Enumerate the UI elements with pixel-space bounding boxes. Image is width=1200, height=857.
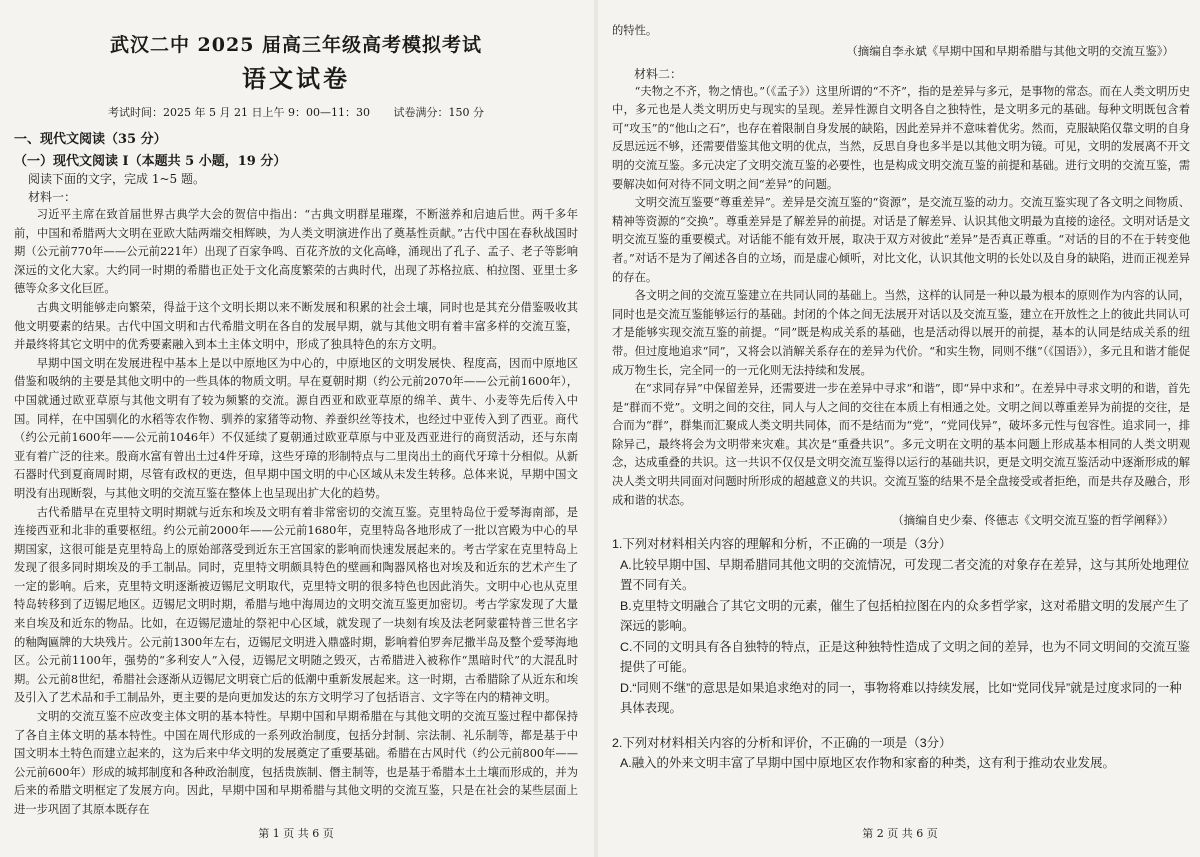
question-1-stem: 1.下列对材料相关内容的理解和分析，不正确的一项是（3分） — [612, 537, 952, 552]
question-gap — [612, 719, 1190, 727]
subsection-heading: （一）现代文阅读 I（本题共 5 小题，19 分） — [14, 154, 287, 169]
material-one-paragraph: 早期中国文明在发展进程中基本上是以中原地区为中心的，中原地区的文明发展快、程度高，因而中原地区借鉴和吸纳的主要是其他文明中的一些具体的物质文明。早在夏朝时期（约公元前2070年——公元前1600年），中国就通过欧亚草原与其他文明有了较为频繁的交流。源自西亚和欧亚草原的绵羊、黄牛、小麦等先后传入中国。同样，在中国驯化的水稻等农作物、驯养的家猪等动物、养蚕织丝等技术，也经过中亚传入到了西亚。商代（约公元前1600年——公元前1046年）不仅延续了夏朝通过欧亚草原与中亚及西亚进行的商贸活动，还与东南亚有着广泛的往来。殷商水富有曾出土过4件牙璋，这些牙璋的形制特点与二里岗出土的商代牙璋十分相似。从新石器时代到夏商周时期，尽管有政权的更迭，但早期中国文明的中心区域从未发生转移。总体来说，早期中国文明没有出现断裂，与其他文明的交流互鉴在整体上也呈现出扩大化的趋势。 — [14, 356, 578, 500]
material-one-paragraph: 古典文明能够走向繁荣，得益于这个文明长期以来不断发展和积累的社会土壤，同时也是其充分借鉴吸收其他文明要素的结果。古代中国文明和古代希腊文明在各自的发展早期，就与其他文明有着丰富多样的交流互鉴，并最终将其它文明中的优秀要素融入到本土主体文明中，形成了独具特色的东方文明。 — [14, 300, 578, 352]
section-heading: 一、现代文阅读（35 分） — [14, 132, 167, 147]
material-two-paragraph: 在“求同存异”中保留差异，还需要进一步在差异中寻求“和谐”，即“异中求和”。在差异中寻求文明的和谐，首先是“群而不党”。文明之间的交往，同人与人之间的交往在本质上有相通之处。文明之间以尊重差异为前提的交往，是合而为“群”，群集而汇聚成人类文明共同体，而不是结而为“党”，“党同伐异”，破坏多元性与包容性。追求同一，排除异己，最终将会为文明带来灾难。其次是“重叠共识”。多元文明在文明的基本问题上形成基本相同的人类文明观念，达成重叠的共识。这一共识不仅仅是文明交流互鉴得以运行的基础共识，更是文明交流互鉴活动中逐渐形成的解决人类文明共同面对问题时所形成的超越意义的共识。交流互鉴的结果不是全盘接受或者拒绝，而是共存及融合，形成和谐的状态。 — [612, 382, 1190, 507]
question-2-option-a: A.融入的外来文明丰富了早期中国中原地区农作物和家畜的种类，这有利于推动农业发展。 — [620, 756, 1115, 771]
material-two-paragraph: “夫物之不齐，物之情也。”（《孟子》）这里所谓的“不齐”，指的是差异与多元，是事物的常态。而在人类文明历史中，多元也是人类文明历史与现实的呈现。差异性源自文明各自之独特性，是文明多元的基础。每种文明既包含着可“攻玉”的“他山之石”，也存在着限制自身发展的缺陷，因此差异并不意味着优劣。然而，克服缺陷仅靠文明的自身反思远远不够，还需要借鉴其他文明的优点，当然，反思自身也多半是以其他文明为镜。可见，文明的发展离不开文明的交流互鉴。多元决定了文明交流互鉴的必要性，也是构成文明交流互鉴的前提和基础。进行文明的交流互鉴，需要解决如何对待不同文明之间“差异”的问题。 — [612, 84, 1190, 191]
material-two-paragraph: 文明交流互鉴要“尊重差异”。差异是交流互鉴的“资源”，是交流互鉴的动力。交流互鉴实现了各文明之间物质、精神等资源的“交换”。尊重差异是了解差异的前提。对话是了解差异、认识其他文明最为直接的途径。文明对话是文明交流互鉴的重要模式。对话能不能有效开展，取决于双方对彼此“差异”是否真正尊重。“对话的目的不在于转变他者。”对话不是为了阐述各自的立场，而是虚心倾听，对比文化，认识其他文明的长处以及自身的缺陷，进而正视差异的存在。 — [612, 196, 1190, 284]
page-divider — [594, 0, 598, 857]
continued-text: 的特性。 — [612, 24, 658, 37]
material-one-paragraph: 习近平主席在致首届世界古典学大会的贺信中指出：“古典文明群星璀璨，不断滋养和启迪后世。两千多年前，中国和希腊两大文明在亚欧大陆两端交相辉映，为人类文明演进作出了奠基性贡献。”古代中国在春秋战国时期（公元前770年——公元前221年）出现了百家争鸣、百花齐放的文化高峰，涌现出了孔子、孟子、老子等影响深远的文化大家。大约同一时期的希腊也正处于文化高度繁荣的古典时代，出现了苏格拉底、柏拉图、亚里士多德等众多文化巨匠。 — [14, 208, 578, 296]
source-citation: （摘编自史少秦、佟德志《文明交流互鉴的哲学阐释》） — [892, 513, 1174, 528]
page-1 — [0, 0, 592, 857]
exam-score: 试卷满分：150 分 — [393, 106, 484, 119]
question-2-stem: 2.下列对材料相关内容的分析和评价，不正确的一项是（3分） — [612, 735, 952, 750]
page-2 — [600, 0, 1200, 857]
question-1-option-b: B.克里特文明融合了其它文明的元素，催生了包括柏拉图在内的众多哲学家，这对希腊文明的发展产生了深远的影响。 — [620, 598, 1190, 634]
material-two-label: 材料二： — [634, 66, 683, 81]
material-one-label: 材料一： — [28, 190, 77, 204]
source-citation: （摘编自李永斌《早期中国和早期希腊与其他文明的交流互鉴》） — [846, 43, 1174, 58]
exam-meta — [14, 104, 578, 120]
page-number: 第 1 页 共 6 页 — [258, 827, 334, 840]
material-two-paragraph: 各文明之间的交流互鉴建立在共同认同的基础上。当然，这样的认同是一种以最为根本的原则作为内容的认同，同时也是交流互鉴能够运行的基础。封闭的个体之间无法展开对话以及交流互鉴，建立在开放性之上的彼此共同认可才是能够实现交流互鉴的前提。“同”既是构成关系的基础，也是活动得以展开的前提，基本的认同是结成关系的纽带。但过度地追求“同”，又将会以消解关系存在的差异为代价。“和实生物，同则不继”（《国语》），多元且和谐才能促成万物生长，完全同一的一元化则无法持续和发展。 — [612, 289, 1190, 377]
question-1-option-d: D.“同则不继”的意思是如果追求绝对的同一，事物将难以持续发展，比如“党同伐异”就是过度求同的一种具体表现。 — [620, 680, 1182, 716]
page-number: 第 2 页 共 6 页 — [862, 827, 938, 840]
exam-title: 武汉二中 2025 届高三年级高考模拟考试 — [109, 34, 483, 56]
exam-time: 考试时间：2025 年 5 月 21 日上午 9：00—11：30 — [108, 106, 370, 119]
question-1-option-a: A.比较早期中国、早期希腊同其他文明的交流情况，可发现二者交流的对象存在差异，这与其所处地理位置不同有关。 — [620, 557, 1190, 593]
material-one-paragraph: 古代希腊早在克里特文明时期就与近东和埃及文明有着非常密切的交流互鉴。克里特岛位于爱琴海南部，是连接西亚和北非的重要枢纽。约公元前2000年——公元前1680年，克里特岛各地形成了一批以宫殿为中心的早期国家，这很可能是克里特岛上的原始部落受到近东王宫国家的影响而快速发展起来的。考古学家在克里特岛上发现了很多同时期埃及的手工制品。同时，克里特文明颇具特色的壁画和陶器风格也对埃及和近东的艺术产生了一定的影响。后来，克里特文明逐渐被迈锡尼文明取代，克里特文明的很多特色也因此消失。文明中心也从克里特岛转移到了迈锡尼地区。迈锡尼文明时期，希腊与地中海周边的文明交流互鉴更加密切。考古学家发现了大量来自埃及和近东的物品。比如，在迈锡尼遗址的祭祀中心区域，就发现了一块刻有埃及法老阿蒙霍特普三世名字的釉陶匾牌的大块残片。公元前1300年左右，迈锡尼文明进入鼎盛时期，影响着伯罗奔尼撒半岛及整个爱琴海地区。公元前1100年，强势的“多利安人”入侵，迈锡尼文明随之毁灭，古希腊进入被称作“黑暗时代”的大混乱时期。公元前8世纪，希腊社会逐渐从迈锡尼文明衰亡后的低潮中重新发展起来。这一时期，古希腊除了从近东和埃及引入了艺术品和手工制品外，更主要的是向更加发达的东方文明学习了包括语言、文字等在内的精神文明。 — [14, 505, 578, 705]
material-one-paragraph: 文明的交流互鉴不应改变主体文明的基本特性。早期中国和早期希腊在与其他文明的交流互鉴过程中都保持了各自主体文明的基本特性。中国在周代形成的一系列政治制度，包括分封制、宗法制、礼乐制等，都是基于中国文明本土特色而建立起来的，这为后来中华文明的发展奠定了重要基础。希腊在古风时代（约公元前800年——公元前600年）形成的城邦制度和各种政治制度，包括贵族制、僭主制等，也是基于希腊本土土壤而形成的，并为后来的希腊文明框定了发展方向。因此，早期中国和早期希腊与其他文明的交流互鉴，只是在社会的某些层面上进一步巩固了其原本既存在 — [14, 710, 578, 816]
question-1-option-c: C.不同的文明具有各自独特的特点，正是这种独特性造成了文明之间的差异，也为不同文明间的交流互鉴提供了可能。 — [620, 639, 1190, 675]
subject-title: 语文试卷 — [242, 64, 350, 93]
reading-instruction: 阅读下面的文字，完成 1~5 题。 — [28, 172, 205, 186]
